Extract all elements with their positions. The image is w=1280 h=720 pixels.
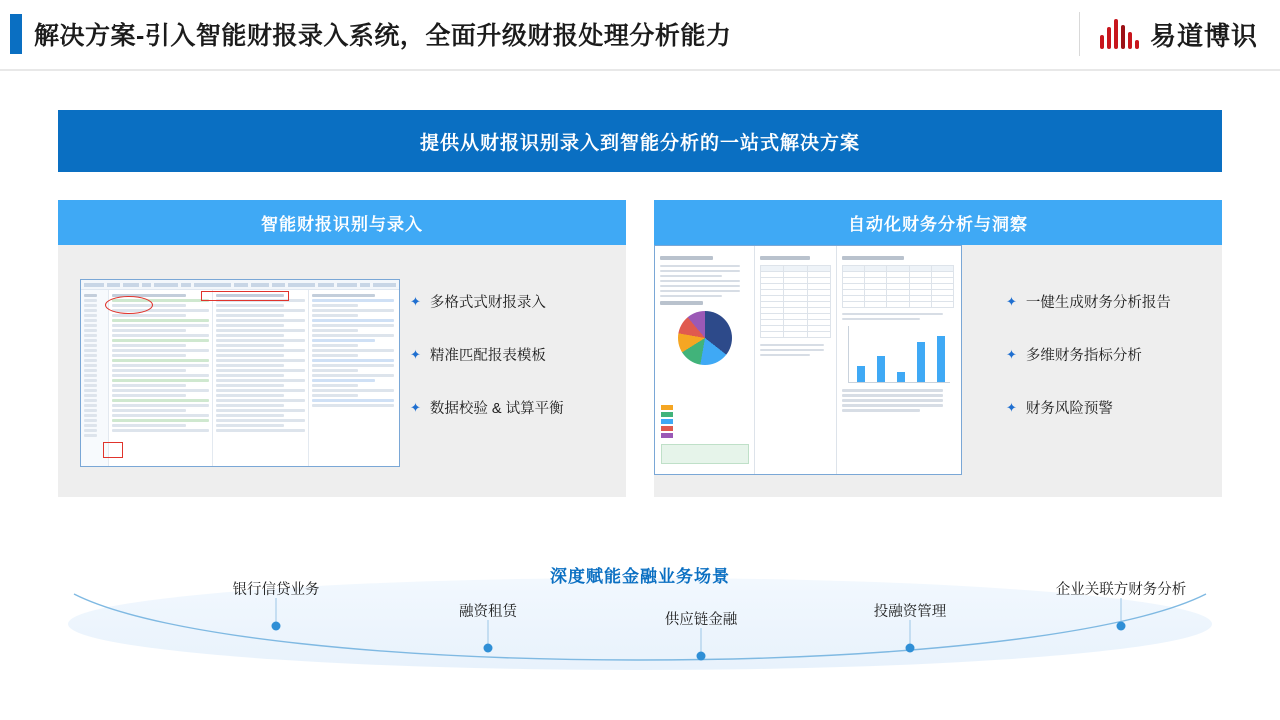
report-page-3: [837, 246, 959, 474]
scenario-dot: [906, 644, 915, 653]
panel-recognition: [58, 200, 626, 497]
panel-analysis-body: [654, 245, 1222, 497]
report-page-2: [755, 246, 837, 474]
mock-col-index: [81, 290, 109, 466]
mock-col-values: [213, 290, 309, 466]
screenshot-analysis-report: [654, 245, 962, 475]
bullet-list-analysis: [1006, 291, 1220, 450]
bullet-item: [1006, 344, 1220, 365]
brand-logo: [1098, 12, 1258, 56]
bullet-text: 多格式式财报录入: [429, 295, 546, 311]
scenario-dot: [484, 644, 493, 653]
scenario-label-leasing[interactable]: 融资租赁: [459, 604, 517, 620]
panel-recognition-title-text: 智能财报识别与录入: [261, 215, 423, 234]
bullet-item: [410, 291, 624, 312]
header-divider: [1079, 12, 1080, 56]
panel-analysis: [654, 200, 1222, 497]
report-table: [760, 265, 831, 338]
mock-col-names: [109, 290, 213, 466]
bar-chart: [848, 326, 950, 383]
diamond-icon: ✦: [410, 347, 421, 362]
scenario-section: [58, 540, 1222, 680]
diamond-icon: ✦: [1006, 400, 1017, 415]
mock-col-extra: [309, 290, 397, 466]
mock-toolbar: [81, 280, 399, 290]
screenshot-financial-entry: [80, 279, 400, 467]
chart-legend: [661, 405, 673, 440]
solution-banner-text: 提供从财报识别录入到智能分析的一站式解决方案: [419, 132, 860, 154]
logo-text: 易道博识: [1149, 20, 1258, 51]
panel-analysis-title: [654, 200, 1222, 245]
scenario-dot: [697, 652, 706, 661]
logo-mark-icon: [1098, 15, 1142, 53]
bullet-text: 一健生成财务分析报告: [1025, 295, 1171, 311]
scenario-label-supply-chain[interactable]: 供应链金融: [664, 612, 738, 628]
diamond-icon: ✦: [1006, 294, 1017, 309]
mock-table-area: [81, 290, 399, 466]
highlight-circle: [105, 296, 153, 314]
bullet-text: 数据校验 & 试算平衡: [429, 401, 564, 417]
diamond-icon: ✦: [410, 400, 421, 415]
bullet-text: 精准匹配报表模板: [429, 348, 546, 364]
header-accent-bar: [10, 14, 22, 54]
bullet-list-recognition: [410, 291, 624, 450]
diamond-icon: ✦: [410, 294, 421, 309]
report-page-1: [655, 246, 755, 474]
bullet-text: 多维财务指标分析: [1025, 348, 1142, 364]
panel-analysis-title-text: 自动化财务分析与洞察: [848, 215, 1028, 234]
bullet-item: [1006, 291, 1220, 312]
pie-chart: [678, 311, 732, 365]
panel-recognition-body: [58, 245, 626, 497]
page-title: 解决方案-引入智能财报录入系统，全面升级财报处理分析能力: [34, 22, 732, 50]
solution-banner: [58, 110, 1222, 172]
bullet-item: [410, 397, 624, 418]
highlight-box-bottom: [103, 442, 123, 458]
panel-recognition-title: [58, 200, 626, 245]
bullet-item: [410, 344, 624, 365]
scenario-title: 深度赋能金融业务场景: [550, 567, 730, 586]
highlight-box-top: [201, 291, 289, 301]
scenario-label-investment[interactable]: 投融资管理: [873, 604, 947, 620]
summary-box: [661, 444, 749, 464]
scenario-label-bank-credit[interactable]: 银行信贷业务: [232, 582, 320, 598]
page-header: [0, 0, 1280, 71]
report-table-detail: [842, 265, 954, 308]
scenario-dot: [1117, 622, 1126, 631]
scenario-label-related-party[interactable]: 企业关联方财务分析: [1055, 582, 1187, 598]
bullet-item: [1006, 397, 1220, 418]
scenario-dot: [272, 622, 281, 631]
bullet-text: 财务风险预警: [1025, 401, 1113, 417]
diamond-icon: ✦: [1006, 347, 1017, 362]
